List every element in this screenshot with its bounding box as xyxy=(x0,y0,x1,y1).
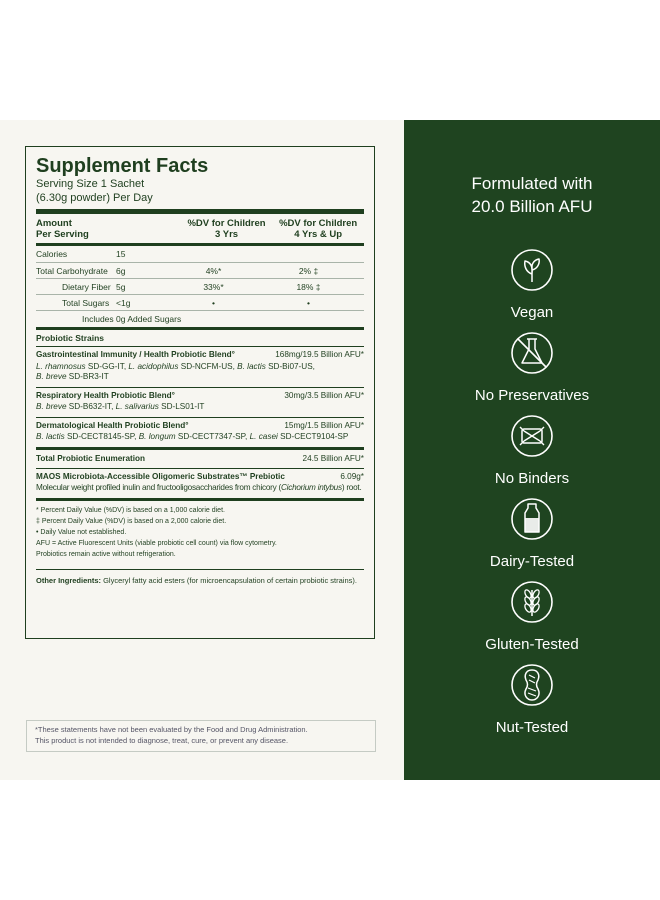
headline-line2: 20.0 Billion AFU xyxy=(471,197,593,216)
footnote: ‡ Percent Daily Value (%DV) is based on a 2,000 calorie diet. xyxy=(36,517,227,525)
probiotic-blend xyxy=(36,418,364,447)
strain-code: SD-Bi07-US, xyxy=(265,361,315,371)
benefit-label: No Preservatives xyxy=(474,387,590,404)
strain-species: B. longum xyxy=(138,432,176,441)
prebiotic-row xyxy=(36,469,364,498)
nutrient-amount: 6g xyxy=(116,265,126,276)
benefit-label: No Binders xyxy=(494,470,570,487)
total-amount: 24.5 Billion AFU* xyxy=(302,453,364,463)
blend-name: Respiratory Health Probiotic Blend° xyxy=(36,390,175,400)
nutrient-label: Total Sugars xyxy=(62,297,110,308)
prebiotic-amount: 6.09g* xyxy=(340,471,364,481)
strain-species: B. breve xyxy=(36,402,67,411)
dv1-header-line1: %DV for Children xyxy=(187,218,266,229)
prebiotic-detail xyxy=(36,483,364,494)
peanut-icon xyxy=(510,663,554,707)
disclaimer-line: This product is not intended to diagnose, treat, cure, or prevent any disease. xyxy=(35,735,289,745)
strain-species: L. rhamnosus xyxy=(36,361,86,371)
other-ingredients xyxy=(36,570,364,591)
panel-headline xyxy=(404,172,660,218)
benefit-label: Dairy-Tested xyxy=(489,553,575,570)
serving-size: Serving Size 1 Sachet xyxy=(36,178,145,190)
strain-code: SD-BR3-IT xyxy=(66,372,109,381)
strain-code: SD-CECT8145-SP, xyxy=(64,432,139,441)
strain-species: B. breve xyxy=(36,372,67,381)
nutrient-dv1: • xyxy=(212,297,215,308)
benefit-label: Gluten-Tested xyxy=(485,636,579,653)
nutrient-amount: <1g xyxy=(116,297,131,308)
strain-code: SD-B632-IT, xyxy=(66,402,116,411)
other-ingredients-label: Other Ingredients: xyxy=(36,575,102,585)
strain-species: L. casei xyxy=(249,432,278,441)
benefit-nut-tested xyxy=(404,663,660,737)
blend-strains xyxy=(36,362,364,383)
footnote: AFU = Active Fluorescent Units (viable probiotic cell count) via flow cytometry. xyxy=(36,540,277,548)
blend-strains xyxy=(36,432,364,443)
total-probiotic-row xyxy=(36,450,364,468)
blend-amount: 168mg/19.5 Billion AFU* xyxy=(275,350,364,359)
wheat-icon xyxy=(510,580,554,624)
disclaimer-line: *These statements have not been evaluated by the Food and Drug Administration. xyxy=(35,725,308,734)
benefit-gluten-tested xyxy=(404,580,660,654)
strain-species: L. salivarius xyxy=(115,402,159,411)
blend-name: Gastrointestinal Immunity / Health Probiotic Blend° xyxy=(36,350,235,359)
blend-strains xyxy=(36,402,364,413)
prebiotic-text: Molecular weight profiled inulin and fructooligosaccharides from chicory ( xyxy=(36,483,281,492)
nutrient-dv1: 33%* xyxy=(203,281,224,292)
nutrient-dv2: 18% ‡ xyxy=(296,281,321,292)
vegan-leaf-icon xyxy=(510,248,554,292)
blend-amount: 15mg/1.5 Billion AFU* xyxy=(284,420,364,430)
nutrient-dv1: 4%* xyxy=(205,265,222,276)
nutrient-label: Calories xyxy=(36,249,68,259)
serving-amount: (6.30g powder) Per Day xyxy=(36,192,153,204)
blend-name: Dermatological Health Probiotic Blend° xyxy=(36,420,189,430)
strain-species: B. lactis xyxy=(237,361,266,371)
nutrient-dv2: 2% ‡ xyxy=(298,265,319,276)
fda-disclaimer xyxy=(26,720,376,752)
strain-code: SD-CECT9104-SP xyxy=(277,432,349,441)
benefit-label: Nut-Tested xyxy=(495,719,569,736)
probiotic-blend xyxy=(36,347,364,387)
probiotic-strains-header: Probiotic Strains xyxy=(36,333,105,343)
footnotes xyxy=(36,501,364,561)
total-name: Total Probiotic Enumeration xyxy=(36,453,146,463)
per-serving-header: Per Serving xyxy=(36,229,89,240)
footnote: * Percent Daily Value (%DV) is based on a 1,000 calorie diet. xyxy=(36,506,225,514)
no-binders-icon xyxy=(510,414,554,458)
benefit-no-binders xyxy=(404,414,660,488)
supplement-facts-panel xyxy=(25,146,375,639)
nutrient-row xyxy=(36,246,364,262)
no-preservatives-icon xyxy=(510,331,554,375)
nutrient-amount: 5g xyxy=(116,281,126,292)
benefit-label: Vegan xyxy=(510,304,554,321)
strain-code: SD-GG-IT, xyxy=(85,361,129,371)
dv1-header-line2: 3 Yrs xyxy=(214,229,239,240)
prebiotic-name: MAOS Microbiota-Accessible Oligomeric Substrates™ Prebiotic xyxy=(36,471,285,481)
strain-species: B. lactis xyxy=(36,432,65,441)
amount-header: Amount xyxy=(36,218,72,229)
nutrient-row xyxy=(36,294,364,310)
strain-code: SD-LS01-IT xyxy=(158,402,205,411)
dv2-header-line1: %DV for Children xyxy=(279,218,358,229)
headline-line1: Formulated with xyxy=(471,174,593,193)
nutrient-dv2: • xyxy=(307,297,310,308)
prebiotic-species: Cichorium intybus xyxy=(281,483,342,492)
blend-amount: 30mg/3.5 Billion AFU* xyxy=(284,390,364,400)
prebiotic-text: ) root. xyxy=(341,483,362,492)
facts-title: Supplement Facts xyxy=(36,155,209,177)
strain-code: SD-NCFM-US, xyxy=(178,361,238,371)
strain-species: L. acidophilus xyxy=(128,361,179,371)
footnote: Probiotics remain active without refrigeration. xyxy=(36,551,176,559)
nutrient-label: Total Carbohydrate xyxy=(36,265,108,276)
nutrient-amount: 15 xyxy=(116,249,126,259)
other-ingredients-text: Glyceryl fatty acid esters (for microencapsulation of certain probiotic strains). xyxy=(101,575,357,585)
nutrient-row xyxy=(36,262,364,278)
footnote: • Daily Value not established. xyxy=(36,528,127,536)
probiotic-blend xyxy=(36,388,364,417)
added-sugars-note: Includes 0g Added Sugars xyxy=(82,314,182,324)
benefit-no-preservatives xyxy=(404,331,660,405)
benefit-vegan xyxy=(404,248,660,322)
column-header xyxy=(36,214,364,243)
nutrient-label: Dietary Fiber xyxy=(62,281,111,292)
benefit-dairy-tested xyxy=(404,497,660,571)
strain-code: SD-CECT7347-SP, xyxy=(175,432,250,441)
milk-bottle-icon xyxy=(510,497,554,541)
nutrient-row xyxy=(36,278,364,294)
dv2-header-line2: 4 Yrs & Up xyxy=(294,229,343,240)
